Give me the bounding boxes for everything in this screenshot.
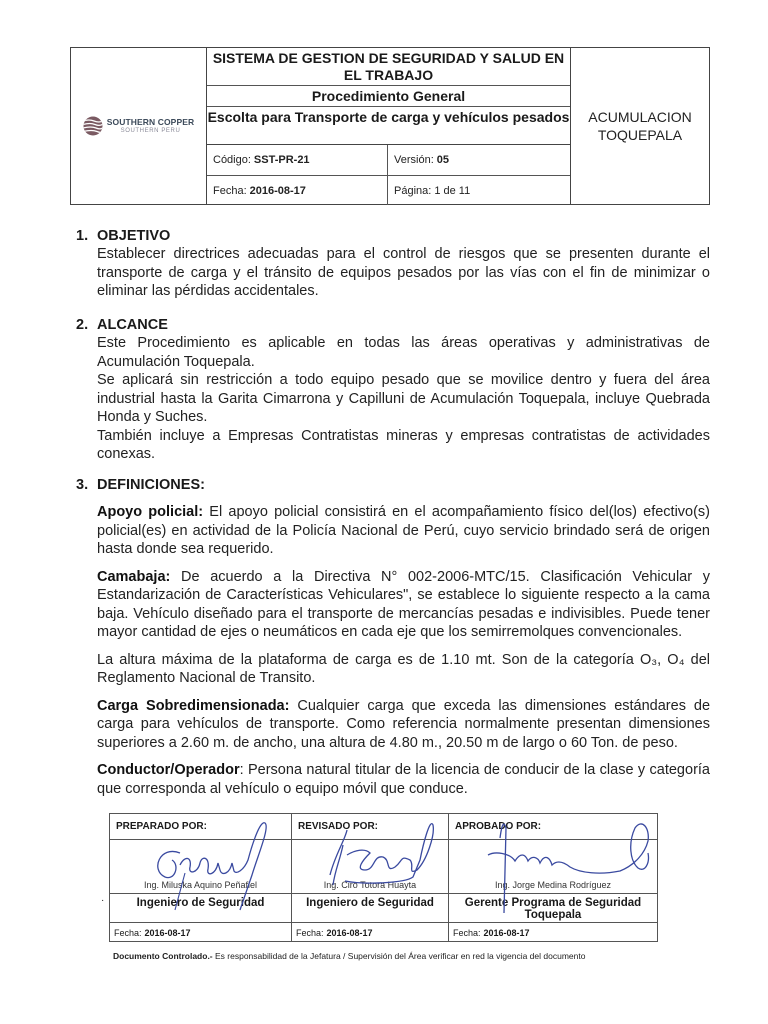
definition-term: Camabaja:	[97, 568, 171, 585]
signer-role: Gerente Programa de Seguridad Toquepala	[449, 894, 657, 923]
definition-apoyo-policial	[97, 503, 710, 559]
date-label: Fecha:	[114, 927, 142, 938]
page-value: 1 de 11	[434, 184, 471, 197]
document-header-table	[70, 47, 710, 205]
section-alcance	[76, 316, 710, 464]
definition-term: Conductor/Operador	[97, 762, 240, 778]
definition-text: De acuerdo a la Directiva N° 002-2006-MTC/15. Clasificación Vehicular y Estandarización de Características Vehiculares", se establece lo siguiente respecto a la cama baja. Vehículo diseñado para el transporte de mercancías pesadas e indivisibles. Puede tener mayor cantidad de ejes o neumáticos en cada eje que los semirremolques convencionales.	[97, 568, 710, 640]
signature-column-reviewed	[292, 814, 449, 941]
page-label: Página:	[394, 184, 432, 197]
footer-text: Es responsabilidad de la Jefatura / Supervisión del Área verificar en red la vigencia del documento	[212, 951, 586, 961]
date-page-row	[207, 176, 570, 205]
unit-line-2: TOQUEPALA	[597, 127, 683, 143]
version-cell	[388, 145, 570, 175]
company-logo	[83, 116, 194, 136]
definition-text: Cualquier carga que exceda las dimensiones estándares de carga para vehículos de transporte. Como referencia normalmente presentan dimensiones superiores a 2.60 m. de ancho, una altura de 4.80 m., 20.50 m de largo o 60 Ton. de peso.	[97, 697, 711, 751]
section-title: DEFINICIONES:	[97, 477, 205, 493]
signer-name: Ing. Jorge Medina Rodríguez	[449, 840, 657, 894]
section-heading	[76, 476, 710, 494]
section-objetivo	[76, 227, 710, 301]
date-value: 2016-08-17	[483, 927, 530, 938]
date-cell	[207, 176, 388, 205]
definition-text: : Persona natural titular de la licencia de conducir de la clase y categoría que corresponda al vehículo o equipo móvil que conduce.	[97, 762, 710, 797]
signature-column-prepared	[110, 814, 292, 941]
signature-date	[449, 923, 657, 942]
date-label: Fecha:	[453, 927, 481, 938]
signature-date	[110, 923, 291, 942]
date-value: 2016-08-17	[249, 184, 306, 197]
definition-conductor-operador	[97, 761, 710, 798]
procedure-type: Procedimiento General	[207, 86, 570, 107]
alcance-paragraph-3: También incluye a Empresas Contratistas mineras y empresas contratistas de actividades conexas.	[97, 427, 710, 462]
definition-camabaja	[97, 568, 710, 642]
stray-mark: ·	[101, 895, 105, 906]
approval-signature-table	[109, 813, 658, 942]
objetivo-text: Establecer directrices adecuadas para el control de riesgos que se presenten durante el transporte de carga y el tránsito de equipos pesados por las vías con el fin de minimizar o eliminar las pérdidas accidentales.	[97, 246, 710, 299]
unit-cell	[571, 48, 709, 204]
signature-column-approved	[449, 814, 657, 941]
section-heading	[76, 227, 710, 245]
signature-header: REVISADO POR:	[292, 814, 448, 840]
signer-name: Ing. Ciro Totora Huayta	[292, 840, 448, 894]
logo-company-name: SOUTHERN COPPER	[106, 117, 195, 128]
signer-role: Ingeniero de Seguridad	[110, 894, 291, 923]
procedure-title: Escolta para Transporte de carga y vehículos pesados	[207, 107, 570, 145]
code-value: SST-PR-21	[253, 154, 310, 166]
alcance-paragraph-1: Este Procedimiento es aplicable en todas las áreas operativas y administrativas de Acumulación Toquepala.	[97, 335, 710, 370]
section-number: 1.	[76, 228, 89, 244]
signature-date	[292, 923, 448, 942]
definition-text: El apoyo policial consistirá en el acompañamiento físico del(los) efectivo(s) policial(es) en actividad de la Policía Nacional de Perú, cuyo servicio brindado será de origen hasta donde sea requerido.	[97, 504, 711, 557]
signer-name: Ing. Miluska Aquino Peñafiel	[110, 840, 291, 894]
alcance-paragraph-2: Se aplicará sin restricción a todo equipo pesado que se movilice dentro y fuera del área industrial hasta la Garita Cimarrona y Capilluni de Acumulación Toquepala, incluye Quebrada Honda y Suches.	[97, 372, 710, 425]
system-title: SISTEMA DE GESTION DE SEGURIDAD Y SALUD EN EL TRABAJO	[207, 48, 570, 86]
section-number: 3.	[76, 477, 89, 493]
page-cell	[388, 176, 570, 205]
definition-carga-sobredimensionada	[97, 697, 710, 753]
logo-company-sub: SOUTHERN PERU	[120, 127, 181, 134]
code-cell	[207, 145, 388, 175]
logo-cell	[71, 48, 207, 204]
section-definiciones	[76, 476, 710, 798]
signature-header: APROBADO POR:	[449, 814, 657, 840]
definition-altura: La altura máxima de la plataforma de carga es de 1.10 mt. Son de la categoría O₃, O₄ del Reglamento Nacional de Transito.	[97, 651, 710, 686]
date-label: Fecha:	[213, 184, 247, 197]
code-label: Código:	[213, 154, 251, 166]
code-version-row	[207, 145, 570, 176]
signature-header: PREPARADO POR:	[110, 814, 291, 840]
date-value: 2016-08-17	[144, 927, 191, 938]
section-title: ALCANCE	[97, 317, 168, 333]
header-center-block	[207, 48, 571, 204]
section-number: 2.	[76, 317, 89, 333]
signer-role: Ingeniero de Seguridad	[292, 894, 448, 923]
controlled-document-note	[113, 951, 585, 961]
southern-copper-logo-icon	[83, 116, 103, 136]
date-label: Fecha:	[296, 927, 324, 938]
section-heading	[76, 316, 710, 334]
unit-line-1: ACUMULACION	[588, 109, 692, 125]
date-value: 2016-08-17	[326, 927, 373, 938]
definition-term: Carga Sobredimensionada:	[97, 697, 290, 714]
definition-term: Apoyo policial:	[97, 504, 204, 520]
version-value: 05	[436, 154, 449, 166]
footer-bold: Documento Controlado.-	[113, 951, 213, 961]
section-title: OBJETIVO	[97, 228, 171, 244]
version-label: Versión:	[394, 154, 434, 166]
